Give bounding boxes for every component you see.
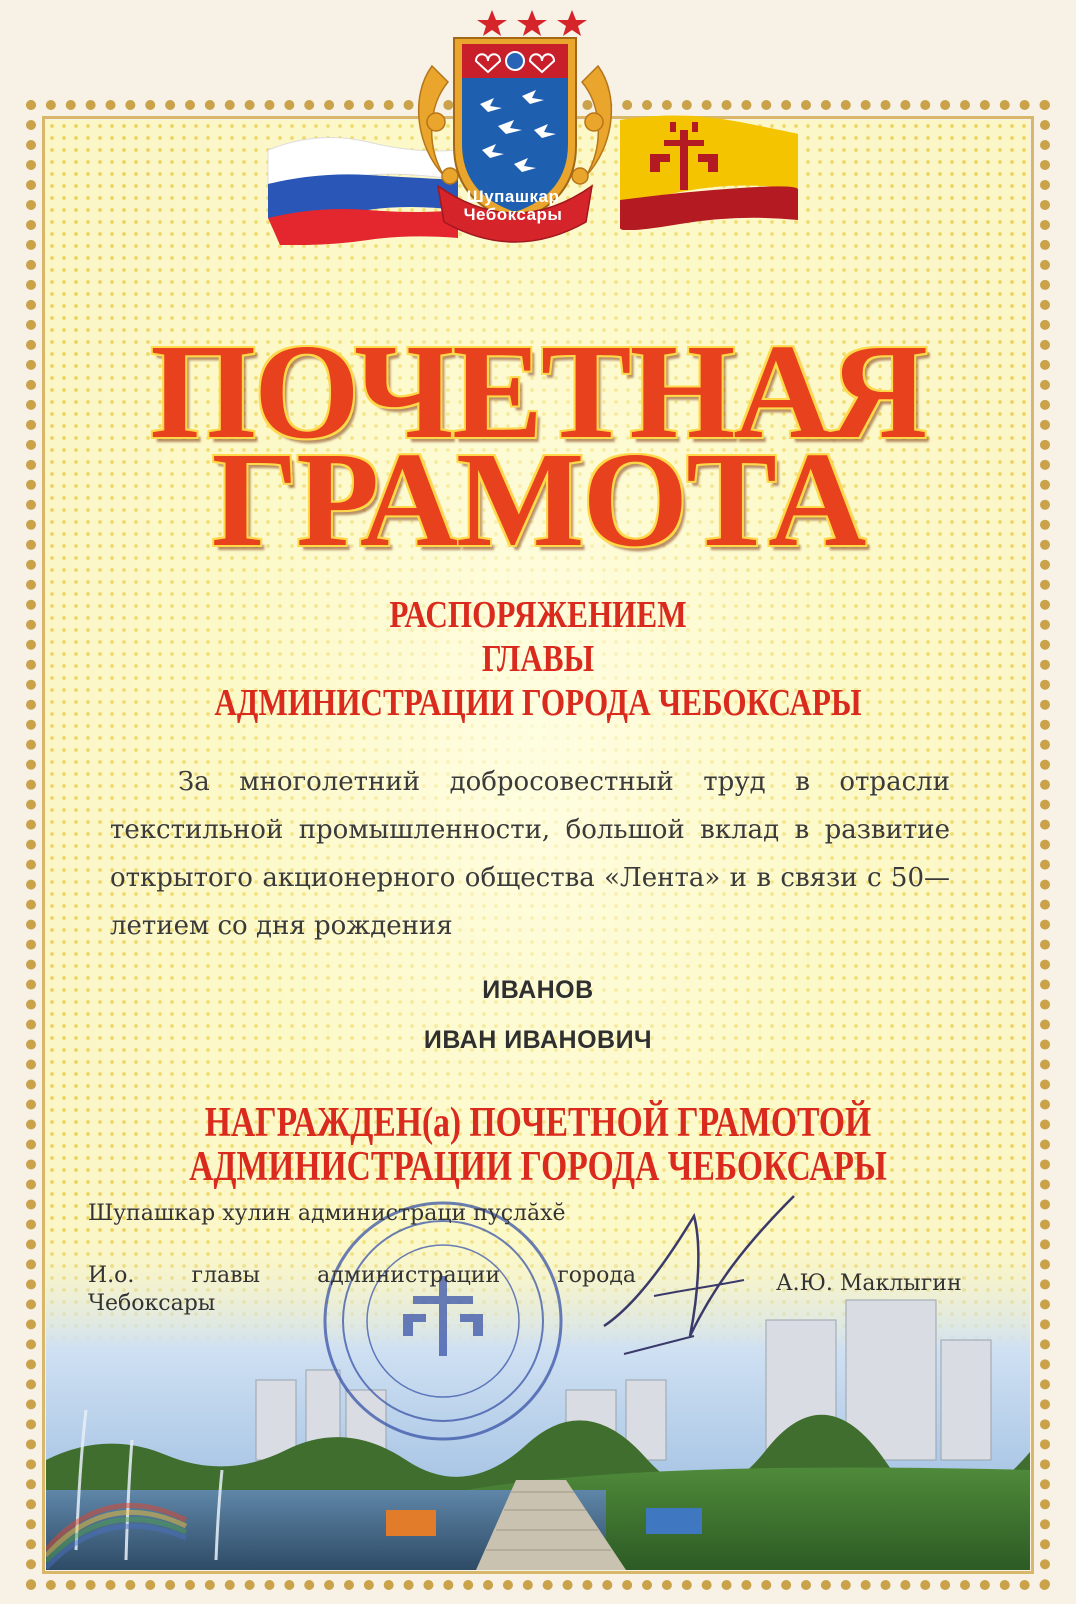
award-reason-text: За многолетний добросовестный труд в отрасли текстильной промышленности, большой вклад в развитие открытого акционерного общества «Лента» и в связи с 50—летием со дня рождения — [110, 767, 950, 941]
order-heading-line-1: РАСПОРЯЖЕНИЕМ — [389, 594, 687, 636]
emblem-ribbon-russian: Чебоксары — [463, 205, 563, 224]
recipient-surname: ИВАНОВ — [482, 976, 594, 1004]
position-title-line-1: И.о. главы администрации города — [88, 1263, 636, 1288]
emblem-ribbon-chuvash: Шупашкар — [466, 187, 560, 206]
chuvash-flag-icon — [620, 110, 798, 230]
award-line-1: НАГРАЖДЕН(а) ПОЧЕТНОЙ ГРАМОТОЙ — [204, 1100, 872, 1146]
signer-name: А.Ю. Маклыгин — [776, 1271, 962, 1296]
order-heading-line-2: ГЛАВЫ — [481, 638, 595, 680]
position-title-line-2: Чебоксары — [88, 1291, 216, 1316]
recipient-given-names: ИВАН ИВАНОВИЧ — [423, 1026, 653, 1054]
award-line-2: АДМИНИСТРАЦИИ ГОРОДА ЧЕБОКСАРЫ — [189, 1144, 887, 1190]
emblem-ribbon — [448, 188, 578, 224]
title-line-1: ПОЧЕТНАЯ — [150, 317, 926, 467]
official-seal-icon — [318, 1196, 568, 1446]
chuvash-position-title: Шупашкар хулин администраци пуçлăхĕ — [88, 1201, 566, 1226]
order-heading-line-3: АДМИНИСТРАЦИИ ГОРОДА ЧЕБОКСАРЫ — [214, 682, 862, 724]
title-line-2: ГРАМОТА — [211, 425, 865, 575]
